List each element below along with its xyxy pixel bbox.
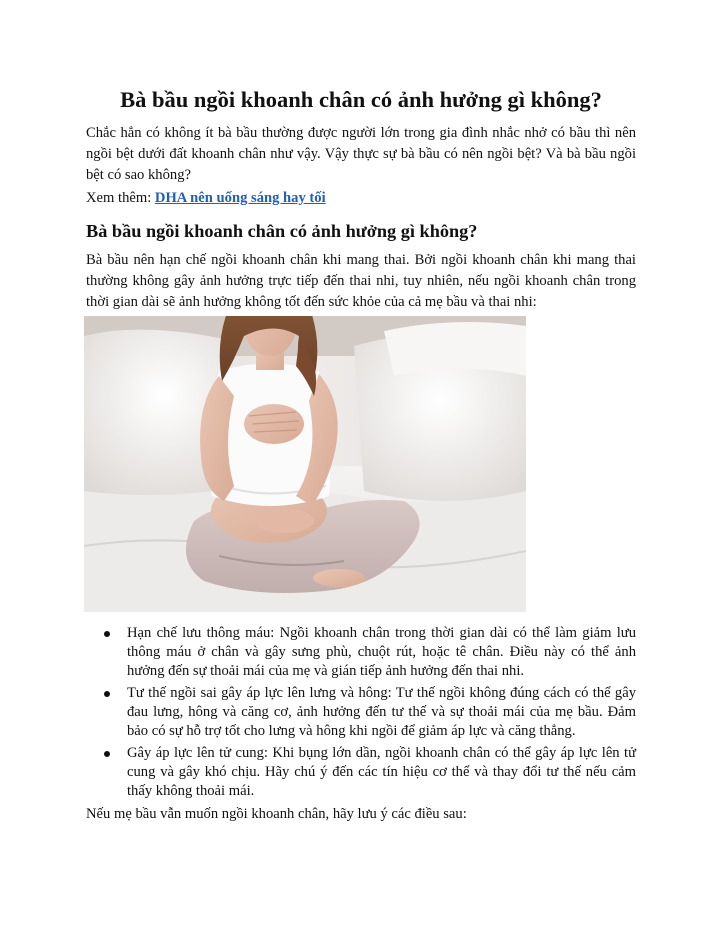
see-more-link[interactable]: DHA nên uống sáng hay tối <box>154 190 326 206</box>
list-item-text: Gây áp lực lên tử cung: Khi bụng lớn dần, ngồi khoanh chân có thể gây áp lực lên tử cung và gây khó chịu. Hãy chú ý đến các tín hiệu cơ thể và thay đổi tư thế nếu cảm thấy không thoải mái. <box>127 745 636 799</box>
bullet-icon <box>104 691 110 697</box>
intro-paragraph: Chắc hẳn có không ít bà bầu thường được người lớn trong gia đình nhắc nhở có bầu thì nên ngồi bệt dưới đất khoanh chân như vậy. Vậy thực sự bà bầu có nên ngồi bệt? Và bà bầu ngồi bệt có sao không? <box>86 125 636 183</box>
section-heading: Bà bầu ngồi khoanh chân có ảnh hưởng gì không? <box>86 221 478 241</box>
body-paragraph: Bà bầu nên hạn chế ngồi khoanh chân khi mang thai. Bởi ngồi khoanh chân khi mang thai thường không gây ảnh hưởng trực tiếp đến thai nhi, tuy nhiên, nếu ngồi khoanh chân trong thời gian dài sẽ ảnh hưởng không tốt đến sức khỏe của cả mẹ bầu và thai nhi: <box>86 252 636 310</box>
pregnant-woman-photo <box>84 316 526 612</box>
photo-illustration <box>84 316 526 612</box>
list-item-text: Hạn chế lưu thông máu: Ngồi khoanh chân trong thời gian dài có thể làm giảm lưu thông máu ở chân và gây sưng phù, chuột rút, hoặc tê chân. Điều này có thể ảnh hưởng đến sự thoải mái của mẹ và gián tiếp ảnh hưởng đến thai nhi. <box>127 625 636 679</box>
list-item <box>86 744 636 801</box>
list-item <box>86 684 636 741</box>
closing-paragraph: Nếu mẹ bầu vẫn muốn ngồi khoanh chân, hãy lưu ý các điều sau: <box>86 806 467 822</box>
list-item-text: Tư thế ngồi sai gây áp lực lên lưng và hông: Tư thế ngồi không đúng cách có thể gây đau lưng, hông và căng cơ, ảnh hưởng đến tư thế và sự thoải mái của mẹ bầu. Đảm bảo có sự hỗ trợ tốt cho lưng và hông khi ngồi để giảm áp lực và căng thẳng. <box>127 685 636 739</box>
bullet-icon <box>104 631 110 637</box>
see-more-label: Xem thêm: <box>86 190 155 206</box>
page-title: Bà bầu ngồi khoanh chân có ảnh hưởng gì không? <box>120 87 602 112</box>
bullet-icon <box>104 751 110 757</box>
see-more-line <box>86 188 636 209</box>
effects-list <box>86 624 636 804</box>
list-item <box>86 624 636 681</box>
